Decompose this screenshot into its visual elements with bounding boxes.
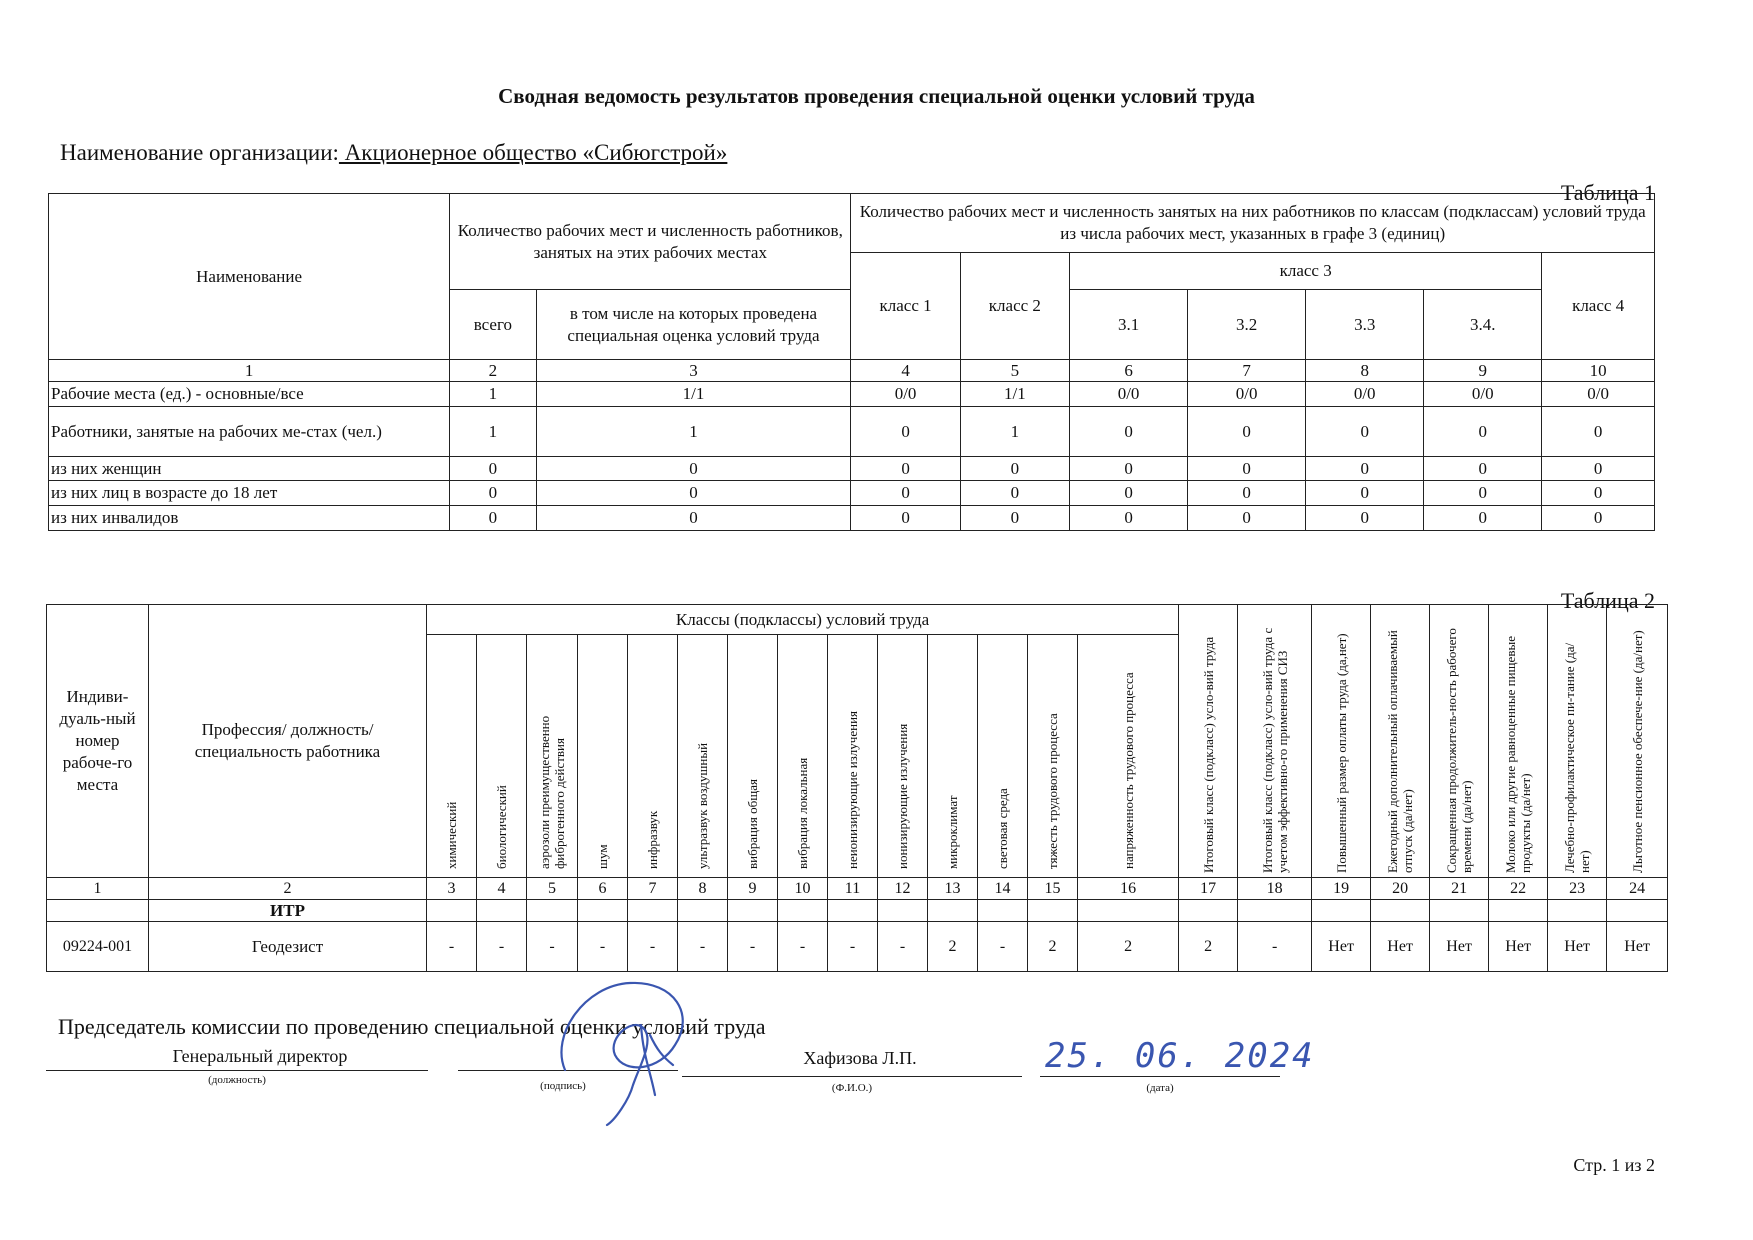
position-caption: (должность): [208, 1074, 266, 1086]
row-label: Работники, занятые на рабочих ме-стах (чел.): [49, 407, 450, 457]
cell: 0/0: [1306, 382, 1424, 407]
t1-numbers-row: [49, 360, 1655, 382]
cell: 2: [1028, 922, 1078, 972]
t1-header-class2: класс 2: [960, 253, 1069, 360]
t1-col-num: 4: [851, 360, 960, 382]
cell: -: [878, 922, 928, 972]
cell: 0: [1070, 407, 1188, 457]
t2-factor-ionizing: ионизирующие излучения: [878, 635, 928, 878]
cell: 0: [1542, 481, 1655, 506]
table-row: [49, 407, 1655, 457]
t2-header-classes: Классы (подклассы) условий труда: [427, 605, 1179, 635]
t2-col-num: 11: [828, 878, 878, 900]
cell: 0/0: [851, 382, 960, 407]
cell: 0: [450, 506, 536, 531]
cell: -: [1238, 922, 1312, 972]
t1-col-num: 5: [960, 360, 1069, 382]
t2-numbers-row: [47, 878, 1668, 900]
t1-col-num: 3: [536, 360, 851, 382]
t1-header-name: Наименование: [49, 194, 450, 360]
cell: 0: [1188, 407, 1306, 457]
cell: 0: [1542, 506, 1655, 531]
t2-factor-aerosols: аэрозоли преимущественно фиброгенного действия: [527, 635, 578, 878]
name-caption: (Ф.И.О.): [831, 1082, 873, 1094]
t2-factor-labor-intensity: напряженность трудового процесса: [1078, 635, 1179, 878]
t1-header-class1: класс 1: [851, 253, 960, 360]
cell: 1: [536, 407, 851, 457]
t2-factor-non-ionizing: неионизирующие излучения: [828, 635, 878, 878]
cell: 0: [1424, 506, 1542, 531]
t2-col-num: 22: [1489, 878, 1548, 900]
t1-col-num: 1: [49, 360, 450, 382]
t2-factor-vibration-local: вибрация локальная: [778, 635, 828, 878]
cell: 0: [960, 506, 1069, 531]
table-row: [49, 481, 1655, 506]
date-value: 25. 06. 2024: [1045, 1036, 1315, 1076]
summary-table: [48, 193, 1655, 531]
table1-caption: Таблица 1: [1560, 180, 1655, 205]
cell: 0: [1424, 481, 1542, 506]
cell: 0: [1306, 506, 1424, 531]
table-row: [49, 457, 1655, 481]
t2-col-num: 10: [778, 878, 828, 900]
t2-col-num: 1: [47, 878, 149, 900]
t2-header-profession: Профессия/ должность/ специальность работника: [149, 605, 427, 878]
cell: 1/1: [536, 382, 851, 407]
t2-col-num: 14: [978, 878, 1028, 900]
cell: -: [477, 922, 527, 972]
profession: Геодезист: [149, 922, 427, 972]
row-label: из них женщин: [49, 457, 450, 481]
t1-col-num: 9: [1424, 360, 1542, 382]
t2-col-num: 19: [1312, 878, 1371, 900]
cell: 0: [450, 457, 536, 481]
cell: 0: [960, 481, 1069, 506]
cell: 0/0: [1424, 382, 1542, 407]
cell: 0: [851, 457, 960, 481]
organization-label: Наименование организации:: [60, 140, 339, 165]
t1-header-classes: Количество рабочих мест и численность занятых на них работников по классам (подклассам) условий труда из числа рабочих мест, указанных в графе 3 (единиц): [851, 194, 1655, 253]
organization-name: Акционерное общество «Сибюгстрой»: [338, 140, 728, 165]
t1-col-num: 6: [1070, 360, 1188, 382]
t2-col-num: 8: [678, 878, 728, 900]
cell: 0: [536, 481, 851, 506]
row-label: из них лиц в возрасте до 18 лет: [49, 481, 450, 506]
cell: 0/0: [1188, 382, 1306, 407]
date-line: [1040, 1076, 1280, 1077]
cell: Нет: [1312, 922, 1371, 972]
signature-icon: [545, 975, 710, 1130]
cell: 0: [450, 481, 536, 506]
cell: 0: [1070, 506, 1188, 531]
t2-header-extra-leave: Ежегодный дополнительный оплачиваемый отпуск (да/нет): [1371, 605, 1430, 878]
cell: -: [778, 922, 828, 972]
workplace-id: 09224-001: [47, 922, 149, 972]
t2-col-num: 24: [1607, 878, 1668, 900]
t2-header-pension: Льготное пенсионное обеспече-ние (да/нет): [1607, 605, 1668, 878]
t1-header-assessed: в том числе на которых проведена специальная оценка условий труда: [536, 290, 851, 360]
row-label: из них инвалидов: [49, 506, 450, 531]
chairman-label: Председатель комиссии по проведению специальной оценки условий труда: [58, 1014, 766, 1039]
cell: 2: [1078, 922, 1179, 972]
cell: 2: [1179, 922, 1238, 972]
t2-col-num: 12: [878, 878, 928, 900]
t1-header-3-1: 3.1: [1070, 290, 1188, 360]
cell: Нет: [1371, 922, 1430, 972]
t2-col-num: 3: [427, 878, 477, 900]
t1-header-3-3: 3.3: [1306, 290, 1424, 360]
t2-header-final-class: Итоговый класс (подкласс) усло-вий труда: [1179, 605, 1238, 878]
cell: 0: [1188, 506, 1306, 531]
cell: Нет: [1607, 922, 1668, 972]
cell: 1/1: [960, 382, 1069, 407]
t2-col-num: 15: [1028, 878, 1078, 900]
t2-col-num: 21: [1430, 878, 1489, 900]
name-value: Хафизова Л.П.: [803, 1048, 917, 1068]
t1-header-class4: класс 4: [1542, 253, 1655, 360]
cell: 0: [851, 407, 960, 457]
table-row: [49, 382, 1655, 407]
workplace-table: [46, 604, 1668, 972]
row-label: Рабочие места (ед.) - основные/все: [49, 382, 450, 407]
t2-col-num: 16: [1078, 878, 1179, 900]
position-line: [46, 1070, 428, 1071]
table-row: [49, 506, 1655, 531]
cell: 0: [536, 457, 851, 481]
t2-factor-biological: биологический: [477, 635, 527, 878]
cell: 0: [1542, 407, 1655, 457]
cell: -: [527, 922, 578, 972]
t2-col-num: 13: [928, 878, 978, 900]
t2-col-num: 6: [578, 878, 628, 900]
cell: Нет: [1489, 922, 1548, 972]
cell: Нет: [1548, 922, 1607, 972]
t2-header-increased-pay: Повышенный размер оплаты труда (да,нет): [1312, 605, 1371, 878]
cell: 0/0: [1070, 382, 1188, 407]
name-line: [682, 1076, 1022, 1077]
t2-col-num: 17: [1179, 878, 1238, 900]
t1-col-num: 2: [450, 360, 536, 382]
cell: -: [427, 922, 477, 972]
document-title: Сводная ведомость результатов проведения специальной оценки условий труда: [498, 84, 1255, 108]
cell: -: [578, 922, 628, 972]
cell: 0: [851, 481, 960, 506]
cell: 1: [450, 382, 536, 407]
t2-col-num: 7: [628, 878, 678, 900]
cell: -: [828, 922, 878, 972]
t2-factor-labor-severity: тяжесть трудового процесса: [1028, 635, 1078, 878]
cell: -: [978, 922, 1028, 972]
t1-col-num: 10: [1542, 360, 1655, 382]
t2-group-row: [47, 900, 1668, 922]
t2-factor-ultrasound: ультразвук воздушный: [678, 635, 728, 878]
group-label: ИТР: [149, 900, 427, 922]
t2-col-num: 4: [477, 878, 527, 900]
t2-col-num: 5: [527, 878, 578, 900]
signature-caption: (подпись): [540, 1080, 586, 1092]
cell: 0: [536, 506, 851, 531]
cell: 0: [1306, 457, 1424, 481]
cell: 0: [960, 457, 1069, 481]
t1-header-3-4: 3.4.: [1424, 290, 1542, 360]
t2-col-num: 20: [1371, 878, 1430, 900]
page-number: Стр. 1 из 2: [1573, 1155, 1655, 1175]
t2-header-reduced-hours: Сокращенная продолжитель-ность рабочего времени (да/нет): [1430, 605, 1489, 878]
cell: 0: [1424, 407, 1542, 457]
t1-col-num: 7: [1188, 360, 1306, 382]
cell: -: [728, 922, 778, 972]
cell: 1: [450, 407, 536, 457]
position-value: Генеральный директор: [172, 1046, 348, 1066]
t2-factor-chemical: химический: [427, 635, 477, 878]
t1-col-num: 8: [1306, 360, 1424, 382]
cell: 0: [1188, 481, 1306, 506]
table2-caption: Таблица 2: [1560, 588, 1655, 613]
t1-header-total: всего: [450, 290, 536, 360]
t2-col-num: 18: [1238, 878, 1312, 900]
organization-line: [60, 140, 727, 166]
cell: 0: [1542, 457, 1655, 481]
t2-col-num: 2: [149, 878, 427, 900]
date-caption: (дата): [1146, 1082, 1174, 1094]
t2-col-num: 23: [1548, 878, 1607, 900]
t1-header-3-2: 3.2: [1188, 290, 1306, 360]
cell: 0: [1306, 481, 1424, 506]
table-row: [47, 922, 1668, 972]
cell: 1: [960, 407, 1069, 457]
t2-factor-infrasound: инфразвук: [628, 635, 678, 878]
cell: -: [678, 922, 728, 972]
cell: 0: [1424, 457, 1542, 481]
t2-factor-vibration-general: вибрация общая: [728, 635, 778, 878]
t1-header-class3: класс 3: [1070, 253, 1542, 290]
t2-col-num: 9: [728, 878, 778, 900]
cell: 0/0: [1542, 382, 1655, 407]
cell: [47, 900, 149, 922]
t2-header-id: Индиви-дуаль-ный номер рабоче-го места: [47, 605, 149, 878]
t2-header-milk: Молоко или другие равноценные пищевые продукты (да/нет): [1489, 605, 1548, 878]
cell: 0: [1070, 457, 1188, 481]
cell: 0: [851, 506, 960, 531]
t1-header-count: Количество рабочих мест и численность работников, занятых на этих рабочих местах: [450, 194, 851, 290]
cell: 0: [1306, 407, 1424, 457]
cell: 2: [928, 922, 978, 972]
t2-factor-microclimate: микроклимат: [928, 635, 978, 878]
t2-header-final-class-siz: Итоговый класс (подкласс) усло-вий труда с учетом эффективно-го применения СИЗ: [1238, 605, 1312, 878]
cell: 0: [1188, 457, 1306, 481]
cell: Нет: [1430, 922, 1489, 972]
t2-factor-noise: шум: [578, 635, 628, 878]
cell: 0: [1070, 481, 1188, 506]
cell: -: [628, 922, 678, 972]
t2-factor-light: световая среда: [978, 635, 1028, 878]
t2-header-therapeutic-food: Лечебно-профилактическое пи-тание (да/нет): [1548, 605, 1607, 878]
